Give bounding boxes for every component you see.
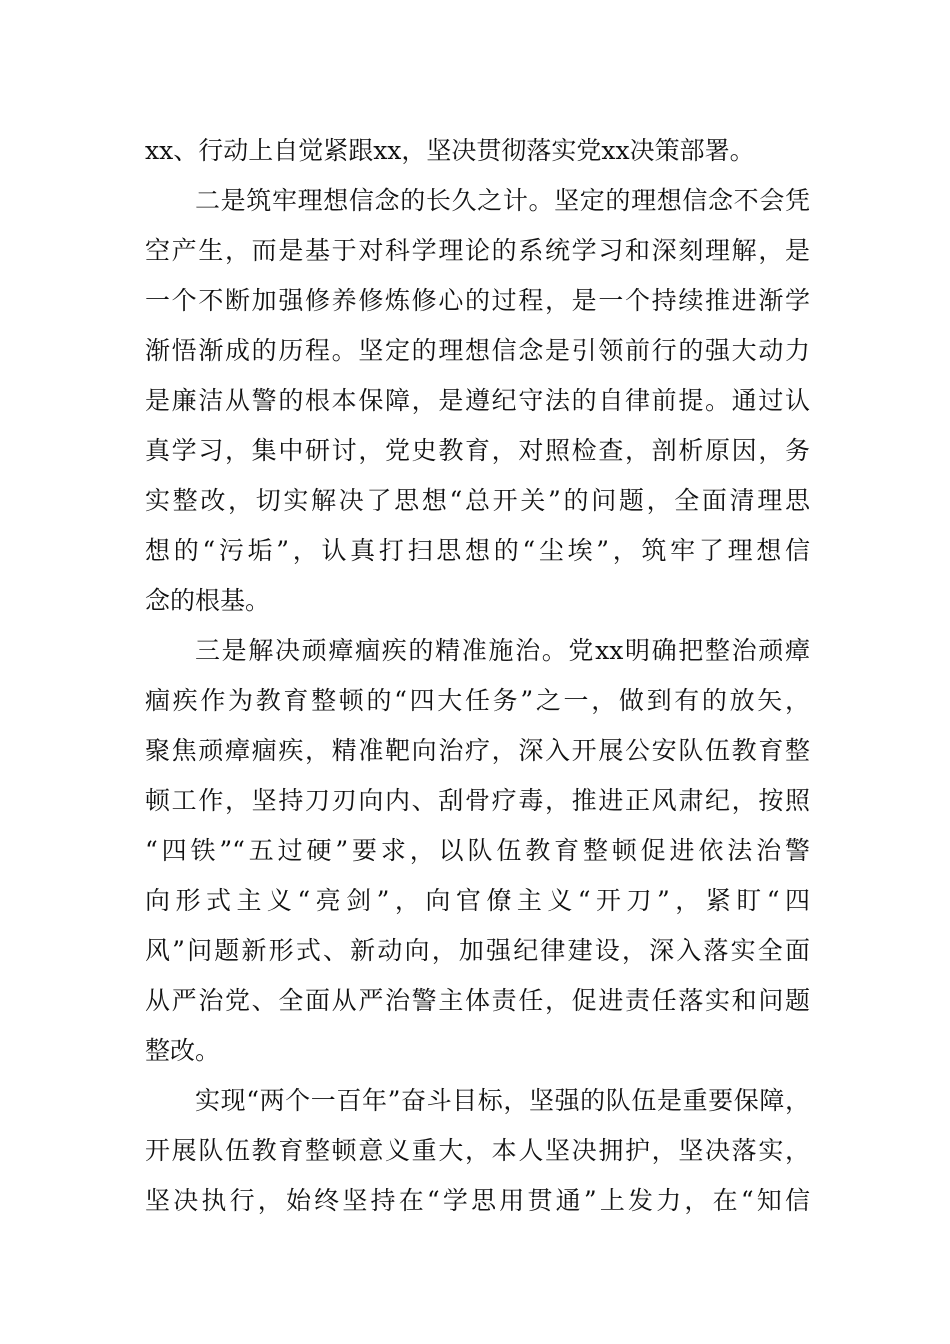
paragraph-start-line: 实现“两个一百年”奋斗目标，坚强的队伍是重要保障，	[195, 1086, 810, 1115]
text-line: 是廉洁从警的根本保障，是遵纪守法的自律前提。通过认	[145, 386, 810, 415]
text-line: 从严治党、全面从严治警主体责任，促进责任落实和问题	[145, 986, 810, 1015]
text-line: 念的根基。	[145, 586, 271, 615]
text-line: 坚决执行，始终坚持在“学思用贯通”上发力，在“知信	[145, 1186, 810, 1215]
text-line: 渐悟渐成的历程。坚定的理想信念是引领前行的强大动力	[145, 336, 810, 365]
paragraph-start-line: 二是筑牢理想信念的长久之计。坚定的理想信念不会凭	[195, 186, 810, 215]
document-body	[145, 126, 810, 1226]
text-line: 空产生，而是基于对科学理论的系统学习和深刻理解，是	[145, 236, 810, 265]
text-line: xx、行动上自觉紧跟xx，坚决贯彻落实党xx决策部署。	[145, 136, 755, 165]
text-line: 开展队伍教育整顿意义重大，本人坚决拥护，坚决落实，	[145, 1136, 810, 1165]
text-line: 整改。	[145, 1036, 221, 1065]
text-line: 实整改，切实解决了思想“总开关”的问题，全面清理思	[145, 486, 810, 515]
text-line: 想的“污垢”，认真打扫思想的“尘埃”，筑牢了理想信	[145, 536, 810, 565]
text-line: 聚焦顽瘴痼疾，精准靶向治疗，深入开展公安队伍教育整	[145, 736, 810, 765]
text-line: 风”问题新形式、新动向，加强纪律建设，深入落实全面	[145, 936, 810, 965]
text-line: 顿工作，坚持刀刃向内、刮骨疗毒，推进正风肃纪，按照	[145, 786, 810, 815]
paragraph-start-line: 三是解决顽瘴痼疾的精准施治。党xx明确把整治顽瘴	[195, 636, 810, 665]
text-line: 真学习，集中研讨，党史教育，对照检查，剖析原因，务	[145, 436, 810, 465]
text-line: “四铁”“五过硬”要求，以队伍教育整顿促进依法治警	[145, 836, 810, 865]
text-line: 向形式主义“亮剑”，向官僚主义“开刀”，紧盯“四	[145, 886, 810, 915]
text-line: 痼疾作为教育整顿的“四大任务”之一，做到有的放矢，	[145, 686, 810, 715]
text-line: 一个不断加强修养修炼修心的过程，是一个持续推进渐学	[145, 286, 810, 315]
